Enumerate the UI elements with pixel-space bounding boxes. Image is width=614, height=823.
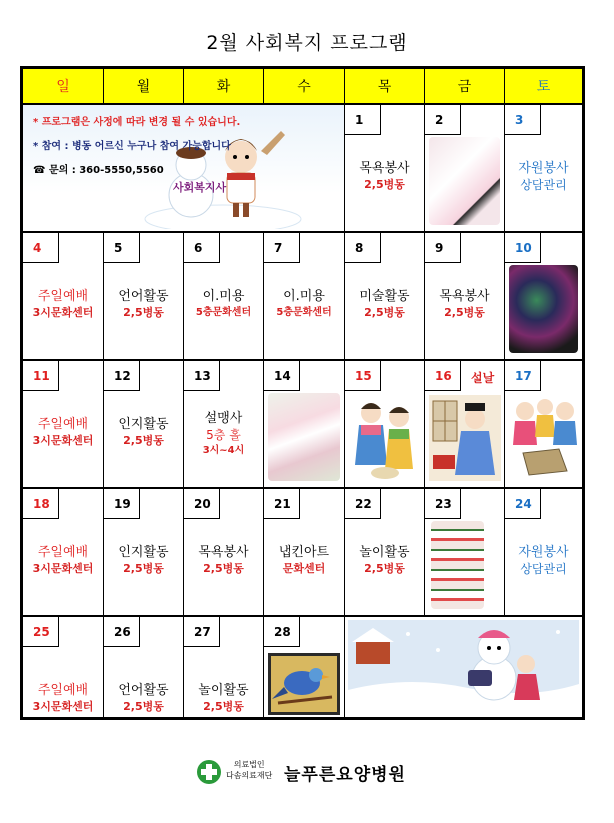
notice-box bbox=[23, 105, 345, 233]
activity-time: 3시~4시 bbox=[202, 445, 245, 456]
activity-location: 2,5병동 bbox=[123, 434, 164, 447]
weekday-thu: 목 bbox=[345, 69, 425, 105]
weekday-tue: 화 bbox=[184, 69, 264, 105]
day-cell-8 bbox=[345, 233, 425, 361]
day-number: 12 bbox=[104, 361, 140, 391]
day-number: 20 bbox=[184, 489, 220, 519]
bird-painting-photo bbox=[268, 653, 340, 715]
activity-title: 놀이활동 bbox=[198, 683, 249, 698]
day-cell-12 bbox=[104, 361, 184, 489]
activity-location: 5층문화센터 bbox=[195, 307, 252, 318]
foundation-line-2: 다솜의료재단 bbox=[226, 771, 273, 780]
hospital-name: 늘푸른요양병원 bbox=[284, 765, 406, 785]
day-cell-4 bbox=[23, 233, 104, 361]
day-number: 10 bbox=[505, 233, 541, 263]
day-cell-26 bbox=[104, 617, 184, 717]
activity bbox=[104, 545, 183, 577]
day-number: 28 bbox=[264, 617, 300, 647]
activity bbox=[425, 289, 504, 321]
activity-title: 자원봉사 bbox=[518, 545, 569, 560]
activity-location: 3시문화센터 bbox=[32, 700, 94, 713]
day-cell-28 bbox=[264, 617, 345, 717]
activity bbox=[505, 545, 582, 577]
activity-location: 문화센터 bbox=[282, 562, 326, 575]
weekday-mon: 월 bbox=[104, 69, 184, 105]
day-cell-3 bbox=[505, 105, 582, 233]
activity-title: 인지활동 bbox=[118, 545, 169, 560]
activity bbox=[184, 683, 263, 715]
snowman-winter-illustration bbox=[348, 620, 579, 714]
day-cell-16 bbox=[425, 361, 505, 489]
day-cell-1 bbox=[345, 105, 425, 233]
art-painting-photo bbox=[509, 265, 578, 353]
winter-scene-cell bbox=[345, 617, 582, 717]
day-number: 2 bbox=[425, 105, 461, 135]
activity bbox=[23, 417, 103, 449]
foundation-name bbox=[226, 759, 272, 781]
activity-location: 2,5병동 bbox=[123, 562, 164, 575]
activity-title: 언어활동 bbox=[118, 289, 169, 304]
snowman-girl-illustration bbox=[143, 111, 303, 229]
day-number: 24 bbox=[505, 489, 541, 519]
activity-location: 5층문화센터 bbox=[276, 307, 332, 318]
activity-title: 목욕봉사 bbox=[198, 545, 249, 560]
day-number: 15 bbox=[345, 361, 381, 391]
day-cell-23 bbox=[425, 489, 505, 617]
activity bbox=[23, 289, 103, 321]
activity-location: 2,5병동 bbox=[444, 306, 485, 319]
activity-title: 냅킨아트 bbox=[278, 545, 330, 560]
notice-line-1: * 프로그램은 사정에 따라 변경 될 수 있습니다. bbox=[33, 117, 241, 128]
activity-title: 주일예배 bbox=[37, 683, 89, 698]
holiday-label: 설날 bbox=[471, 371, 495, 385]
activity bbox=[345, 289, 424, 321]
day-cell-20 bbox=[184, 489, 264, 617]
day-cell-7 bbox=[264, 233, 345, 361]
foundation-line-1: 의료법인 bbox=[233, 760, 265, 769]
activity-title: 이.미용 bbox=[202, 289, 245, 304]
activity-location: 2,5병동 bbox=[364, 562, 405, 575]
day-cell-21 bbox=[264, 489, 345, 617]
activity bbox=[23, 545, 103, 577]
day-cell-5 bbox=[104, 233, 184, 361]
activity-title: 인지활동 bbox=[118, 417, 169, 432]
day-number: 8 bbox=[345, 233, 381, 263]
day-cell-14 bbox=[264, 361, 345, 489]
day-cell-19 bbox=[104, 489, 184, 617]
footer bbox=[0, 757, 614, 787]
activity-location: 2,5병동 bbox=[364, 178, 405, 191]
activity-location: 5층 홀 bbox=[206, 428, 241, 442]
weekday-sun: 일 bbox=[23, 69, 104, 105]
activity bbox=[345, 161, 424, 193]
day-number: 21 bbox=[264, 489, 300, 519]
activity-location: 3시문화센터 bbox=[32, 562, 94, 575]
day-number: 17 bbox=[505, 361, 541, 391]
activity-title: 설맹사 bbox=[204, 411, 243, 426]
napkin-art-photo bbox=[268, 393, 340, 481]
activity-title: 주일예배 bbox=[37, 545, 89, 560]
activity bbox=[104, 683, 183, 715]
day-number: 9 bbox=[425, 233, 461, 263]
day-number: 5 bbox=[104, 233, 140, 263]
day-number: 1 bbox=[345, 105, 381, 135]
day-cell-11 bbox=[23, 361, 104, 489]
weekday-sat: 토 bbox=[505, 69, 582, 105]
activity-title: 목욕봉사 bbox=[359, 161, 410, 176]
activity bbox=[184, 411, 263, 459]
day-cell-18 bbox=[23, 489, 104, 617]
notice-signature: 사회복지사 bbox=[173, 181, 227, 194]
day-number: 3 bbox=[505, 105, 541, 135]
notice-line-2: * 참여 : 병동 어르신 누구나 참여 가능합니다 bbox=[33, 141, 231, 152]
weekday-wed: 수 bbox=[264, 69, 345, 105]
day-number: 25 bbox=[23, 617, 59, 647]
day-number: 22 bbox=[345, 489, 381, 519]
day-cell-2 bbox=[425, 105, 505, 233]
yutnori-family-illustration bbox=[509, 395, 579, 481]
activity bbox=[264, 545, 344, 577]
activity-location: 2,5병동 bbox=[123, 700, 164, 713]
day-cell-6 bbox=[184, 233, 264, 361]
napkin-art-photo bbox=[431, 521, 484, 609]
activity-location: 3시문화센터 bbox=[32, 434, 94, 447]
day-number: 16 bbox=[425, 361, 461, 391]
day-number: 4 bbox=[23, 233, 59, 263]
day-cell-9 bbox=[425, 233, 505, 361]
day-number: 23 bbox=[425, 489, 461, 519]
page-title: 2월 사회복지 프로그램 bbox=[206, 32, 408, 54]
calendar bbox=[20, 66, 585, 720]
day-number: 6 bbox=[184, 233, 220, 263]
activity-location: 3시문화센터 bbox=[32, 306, 94, 319]
day-cell-24 bbox=[505, 489, 582, 617]
activity-location: 2,5병동 bbox=[203, 700, 244, 713]
day-cell-22 bbox=[345, 489, 425, 617]
activity-title: 주일예배 bbox=[37, 417, 89, 432]
day-cell-15 bbox=[345, 361, 425, 489]
activity-title: 미술활동 bbox=[359, 289, 410, 304]
day-number: 27 bbox=[184, 617, 220, 647]
weekday-fri: 금 bbox=[425, 69, 505, 105]
day-cell-27 bbox=[184, 617, 264, 717]
activity-detail: 상담관리 bbox=[520, 178, 567, 192]
day-cell-17 bbox=[505, 361, 582, 489]
day-number: 11 bbox=[23, 361, 59, 391]
activity bbox=[184, 545, 263, 577]
activity-title: 주일예배 bbox=[37, 289, 89, 304]
day-cell-13 bbox=[184, 361, 264, 489]
activity-title: 목욕봉사 bbox=[439, 289, 490, 304]
day-number: 19 bbox=[104, 489, 140, 519]
hanbok-couple-illustration bbox=[351, 395, 419, 481]
activity bbox=[345, 545, 424, 577]
day-number: 13 bbox=[184, 361, 220, 391]
activity-title: 이.미용 bbox=[283, 289, 325, 304]
activity bbox=[505, 161, 582, 193]
activity-location: 2,5병동 bbox=[123, 306, 164, 319]
activity-title: 놀이활동 bbox=[359, 545, 410, 560]
activity bbox=[23, 683, 103, 715]
activity bbox=[184, 289, 263, 321]
hospital-logo bbox=[196, 759, 222, 785]
notice-line-3: ☎ 문의 : 360-5550,5560 bbox=[33, 165, 164, 176]
activity bbox=[264, 289, 344, 321]
day-number: 18 bbox=[23, 489, 59, 519]
day-number: 26 bbox=[104, 617, 140, 647]
day-number: 7 bbox=[264, 233, 300, 263]
day-cell-10 bbox=[505, 233, 582, 361]
activity-title: 자원봉사 bbox=[518, 161, 569, 176]
activity-location: 2,5병동 bbox=[203, 562, 244, 575]
activity bbox=[104, 289, 183, 321]
seollal-ancestral-rite-illustration bbox=[429, 395, 501, 481]
napkin-art-photo bbox=[429, 137, 500, 225]
activity bbox=[104, 417, 183, 449]
activity-detail: 상담관리 bbox=[520, 562, 567, 576]
activity-location: 2,5병동 bbox=[364, 306, 405, 319]
activity-title: 언어활동 bbox=[118, 683, 169, 698]
day-cell-25 bbox=[23, 617, 104, 717]
day-number: 14 bbox=[264, 361, 300, 391]
